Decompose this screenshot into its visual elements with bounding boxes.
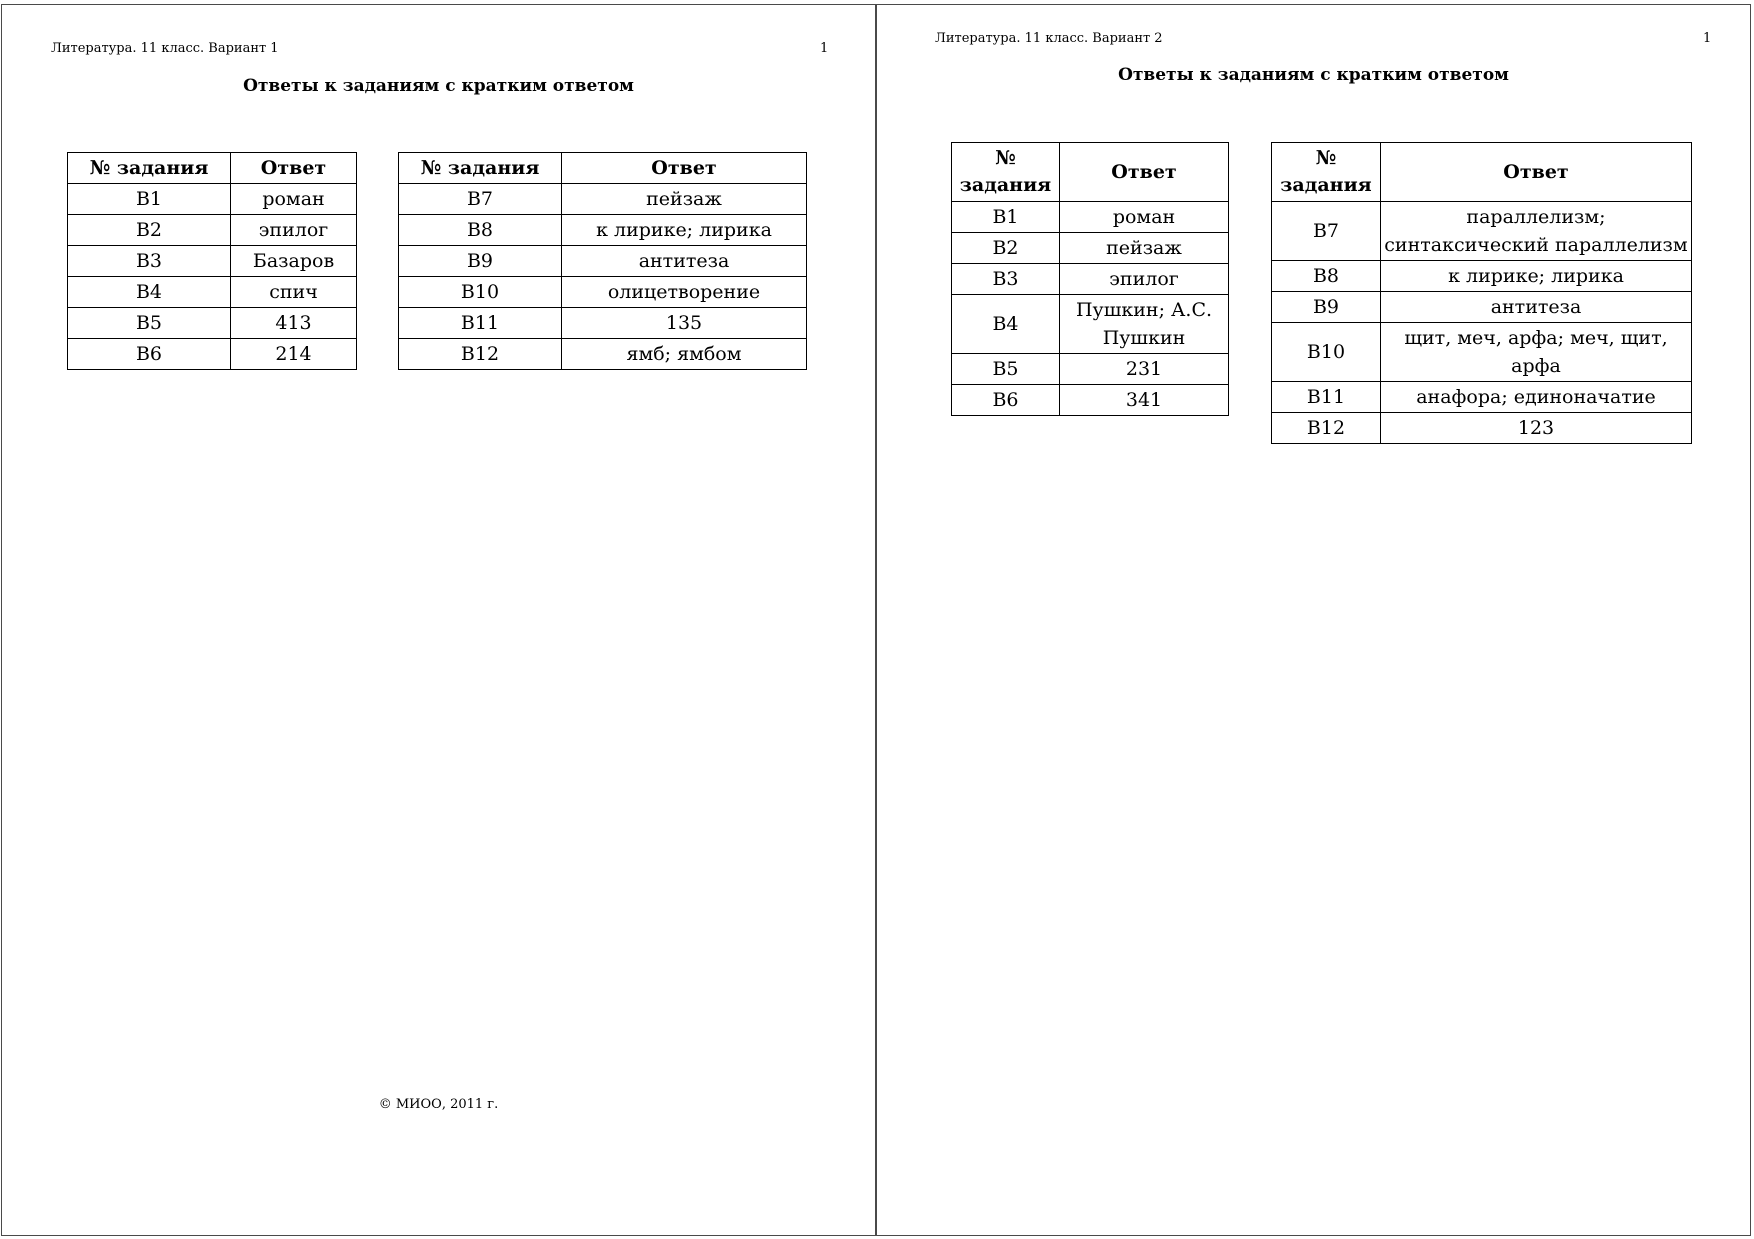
table-row xyxy=(68,215,357,246)
header-task-number: № задания xyxy=(1272,143,1381,202)
table-row xyxy=(399,215,807,246)
task-number: B1 xyxy=(68,184,231,215)
table-row xyxy=(952,354,1229,385)
task-number: B9 xyxy=(399,246,562,277)
task-number: B8 xyxy=(1272,261,1381,292)
task-number: B3 xyxy=(952,264,1060,295)
table-header-row xyxy=(399,153,807,184)
table-header-row xyxy=(68,153,357,184)
answer: к лирике; лирика xyxy=(1381,261,1692,292)
table-row xyxy=(1272,382,1692,413)
task-number: B1 xyxy=(952,202,1060,233)
task-number: B6 xyxy=(68,339,231,370)
answer: ямб; ямбом xyxy=(562,339,807,370)
task-number: B11 xyxy=(1272,382,1381,413)
answer: 135 xyxy=(562,308,807,339)
task-number: B4 xyxy=(952,295,1060,354)
table-row xyxy=(68,277,357,308)
task-number: B7 xyxy=(399,184,562,215)
answer: 341 xyxy=(1060,385,1229,416)
task-number: B3 xyxy=(68,246,231,277)
answer: щит, меч, арфа; меч, щит, арфа xyxy=(1381,323,1692,382)
page-number: 1 xyxy=(820,41,829,56)
answer: пейзаж xyxy=(562,184,807,215)
task-number: B2 xyxy=(68,215,231,246)
answer: Базаров xyxy=(231,246,357,277)
header-answer: Ответ xyxy=(1381,143,1692,202)
answer: Пушкин; А.С. Пушкин xyxy=(1060,295,1229,354)
table-row xyxy=(952,202,1229,233)
answer: эпилог xyxy=(1060,264,1229,295)
table-header-row xyxy=(1272,143,1692,202)
answers-table-2 xyxy=(398,152,807,370)
header-task-number: № задания xyxy=(399,153,562,184)
task-number: B7 xyxy=(1272,202,1381,261)
table-row xyxy=(68,308,357,339)
table-row xyxy=(68,246,357,277)
task-number: B9 xyxy=(1272,292,1381,323)
table-row xyxy=(1272,261,1692,292)
header-answer: Ответ xyxy=(562,153,807,184)
table-row xyxy=(399,246,807,277)
task-number: B4 xyxy=(68,277,231,308)
task-number: B10 xyxy=(1272,323,1381,382)
header-answer: Ответ xyxy=(231,153,357,184)
task-number: B5 xyxy=(68,308,231,339)
answer: антитеза xyxy=(562,246,807,277)
page-number: 1 xyxy=(1703,31,1712,46)
task-number: B6 xyxy=(952,385,1060,416)
answer: эпилог xyxy=(231,215,357,246)
page-variant-2 xyxy=(876,4,1751,1236)
table-row xyxy=(1272,202,1692,261)
answer: роман xyxy=(231,184,357,215)
answer: пейзаж xyxy=(1060,233,1229,264)
table-row xyxy=(399,277,807,308)
answer: 214 xyxy=(231,339,357,370)
table-row xyxy=(1272,323,1692,382)
running-header: Литература. 11 класс. Вариант 1 xyxy=(51,41,279,56)
task-number: B11 xyxy=(399,308,562,339)
answer: 231 xyxy=(1060,354,1229,385)
answers-table-1 xyxy=(67,152,357,370)
table-header-row xyxy=(952,143,1229,202)
task-number: B2 xyxy=(952,233,1060,264)
table-row xyxy=(952,295,1229,354)
answer: анафора; единоначатие xyxy=(1381,382,1692,413)
task-number: B5 xyxy=(952,354,1060,385)
answer: 413 xyxy=(231,308,357,339)
task-number: B12 xyxy=(1272,413,1381,444)
answer: к лирике; лирика xyxy=(562,215,807,246)
answer: параллелизм; синтаксический параллелизм xyxy=(1381,202,1692,261)
table-row xyxy=(952,264,1229,295)
task-number: B8 xyxy=(399,215,562,246)
table-row xyxy=(952,233,1229,264)
table-row xyxy=(1272,292,1692,323)
table-row xyxy=(399,184,807,215)
header-answer: Ответ xyxy=(1060,143,1229,202)
answer: антитеза xyxy=(1381,292,1692,323)
task-number: B12 xyxy=(399,339,562,370)
answer: спич xyxy=(231,277,357,308)
table-row xyxy=(399,339,807,370)
task-number: B10 xyxy=(399,277,562,308)
table-row xyxy=(399,308,807,339)
table-row xyxy=(1272,413,1692,444)
page-title: Ответы к заданиям с кратким ответом xyxy=(1118,65,1509,85)
answers-table-2 xyxy=(1271,142,1692,444)
table-row xyxy=(68,184,357,215)
page-variant-1 xyxy=(1,4,876,1236)
answer: олицетворение xyxy=(562,277,807,308)
header-task-number: № задания xyxy=(68,153,231,184)
header-task-number: № задания xyxy=(952,143,1060,202)
copyright-footer: © МИОО, 2011 г. xyxy=(378,1097,499,1112)
answer: 123 xyxy=(1381,413,1692,444)
answer: роман xyxy=(1060,202,1229,233)
running-header: Литература. 11 класс. Вариант 2 xyxy=(935,31,1163,46)
answers-table-1 xyxy=(951,142,1229,416)
page-title: Ответы к заданиям с кратким ответом xyxy=(243,76,634,96)
table-row xyxy=(952,385,1229,416)
table-row xyxy=(68,339,357,370)
